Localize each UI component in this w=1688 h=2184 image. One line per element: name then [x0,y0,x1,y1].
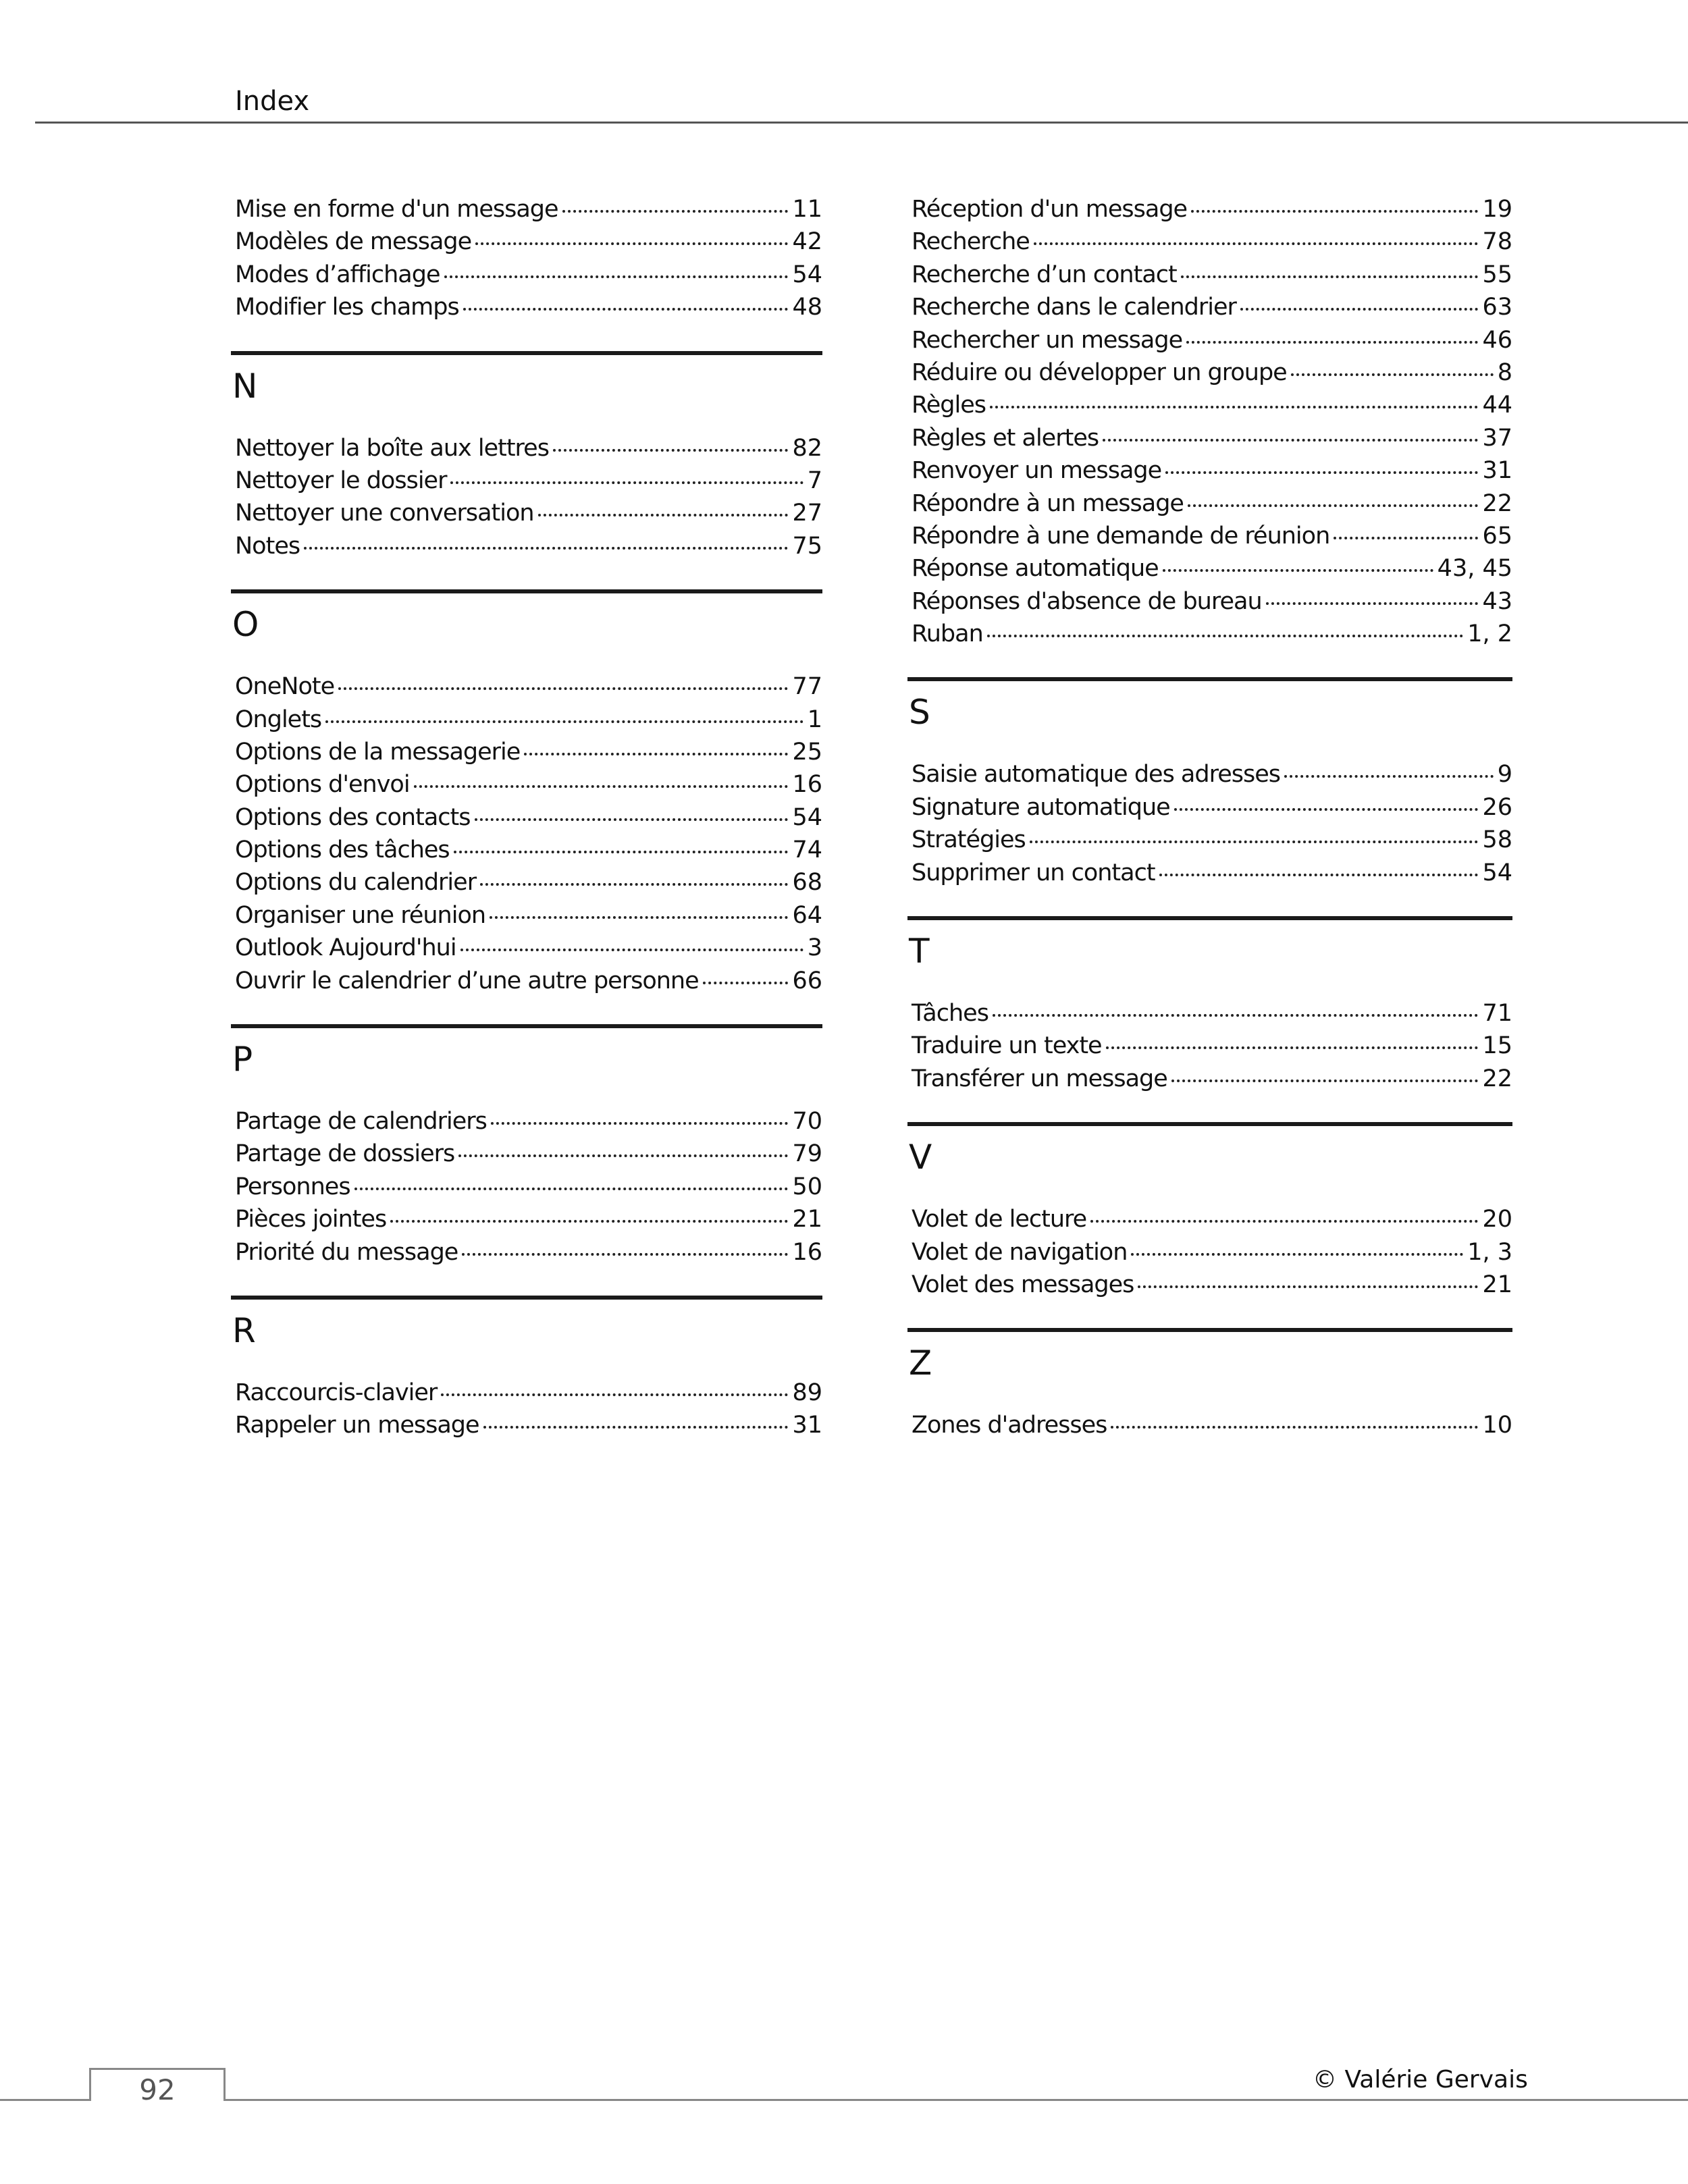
index-entry-page: 70 [792,1108,822,1136]
dot-leader [460,949,803,951]
index-entry-page: 1 [807,705,822,733]
dot-leader [475,818,789,821]
index-entry-page: 11 [792,196,822,223]
index-entry-page: 48 [792,294,822,321]
index-entry [235,703,822,736]
index-entry-page: 37 [1482,424,1512,452]
index-entry [912,356,1512,389]
index-entry [235,1409,822,1441]
header-rule [35,122,1688,124]
index-entry [912,259,1512,291]
index-entry [912,585,1512,618]
index-section [232,351,822,563]
dot-leader [483,1426,789,1429]
index-entry-label: Notes [235,532,300,560]
index-entry [235,768,822,801]
index-entry-page: 44 [1482,392,1512,419]
index-entry-label: Rechercher un message [912,326,1183,354]
index-entry [912,389,1512,421]
dot-leader [444,275,789,278]
index-entry-label: Réduire ou développer un groupe [912,358,1287,386]
index-entry-label: Organiser une réunion [235,901,486,929]
index-entry-label: Options d'envoi [235,771,410,799]
index-entry-label: Modifier les champs [235,294,459,321]
index-entry-label: Recherche [912,228,1030,256]
index-entry [912,1203,1512,1235]
index-section [909,677,1512,889]
index-entry-label: Ouvrir le calendrier d’une autre personne [235,967,699,994]
dot-leader [1266,602,1479,605]
dot-leader [462,1253,788,1256]
index-entry-label: Réception d'un message [912,196,1188,223]
index-entry [912,1269,1512,1301]
index-section [909,1122,1512,1301]
dot-leader [414,785,789,788]
dot-leader [1334,537,1478,539]
index-entry-page: 54 [792,261,822,288]
dot-leader [463,308,789,311]
index-entry-label: Mise en forme d'un message [235,196,558,223]
index-entry-label: Personnes [235,1173,350,1200]
index-entry-page: 64 [792,901,822,929]
running-header-title: Index [235,86,310,117]
index-entry-label: Signature automatique [912,793,1170,821]
index-section [235,193,822,324]
index-entry-page: 21 [792,1206,822,1233]
index-entry-label: Saisie automatique des adresses [912,761,1280,789]
dot-leader [1284,775,1494,778]
index-entry-page: 46 [1482,326,1512,354]
dot-leader [524,753,788,755]
dot-leader [1171,1080,1479,1082]
dot-leader [1174,808,1479,811]
index-entry-label: Supprimer un contact [912,859,1155,886]
index-entry-page: 68 [792,869,822,897]
dot-leader [490,916,788,919]
index-entry-page: 54 [792,803,822,831]
index-entry-label: Volet de lecture [912,1206,1087,1233]
index-entry-page: 21 [1482,1271,1512,1298]
dot-leader [1165,471,1478,474]
index-entry-label: Nettoyer le dossier [235,467,447,494]
index-entry [235,1105,822,1138]
index-entry [912,454,1512,487]
dot-leader [1291,373,1494,376]
dot-leader [553,449,789,452]
index-entry-page: 20 [1482,1206,1512,1233]
index-entry [912,1063,1512,1095]
index-section [912,193,1512,650]
index-section [232,1024,822,1269]
section-letter-heading: T [907,916,1512,997]
dot-leader [1090,1220,1478,1223]
section-letter-heading: Z [907,1328,1512,1409]
index-entry-page: 19 [1482,196,1512,223]
index-entry-label: Onglets [235,705,322,733]
dot-leader [1131,1253,1463,1256]
index-entry-label: Outlook Aujourd'hui [235,934,456,962]
dot-leader [1181,275,1479,278]
index-entry-label: Réponses d'absence de bureau [912,587,1262,615]
index-entry-label: Répondre à une demande de réunion [912,522,1330,550]
index-column-right [909,193,1512,1442]
index-entry [912,1409,1512,1441]
dot-leader [993,1014,1479,1017]
index-section [909,916,1512,1095]
index-entry [912,791,1512,824]
index-entry [235,1203,822,1235]
dot-leader [450,481,803,484]
index-entry-label: Options des tâches [235,836,450,864]
dot-leader [990,406,1478,408]
index-entry-label: Règles et alertes [912,424,1099,452]
index-section [232,589,822,997]
dot-leader [1186,341,1478,344]
index-entry [912,552,1512,585]
index-entry-label: Partage de calendriers [235,1108,487,1136]
index-entry-page: 58 [1482,826,1512,854]
index-entry-page: 75 [792,532,822,560]
dot-leader [454,851,789,853]
index-entry-label: Priorité du message [235,1238,458,1266]
dot-leader [1159,874,1479,876]
index-entry-page: 82 [792,434,822,462]
index-entry-label: Ruban [912,620,983,648]
index-entry-label: Modes d’affichage [235,261,440,288]
dot-leader [538,514,789,516]
section-letter-heading: N [231,351,822,432]
index-entry [235,1171,822,1203]
index-entry-label: Règles [912,392,986,419]
index-entry [912,487,1512,520]
index-entry-page: 1, 3 [1467,1238,1512,1266]
index-entry-page: 7 [807,467,822,494]
index-entry [912,422,1512,454]
index-entry-label: Réponse automatique [912,555,1159,583]
index-entry-label: Recherche d’un contact [912,261,1177,288]
dot-leader [1034,242,1479,245]
dot-leader [491,1122,789,1125]
index-entry-label: Pièces jointes [235,1206,387,1233]
index-entry-page: 27 [792,500,822,527]
dot-leader [1191,210,1478,213]
index-entry [235,1377,822,1409]
index-entry-page: 31 [1482,457,1512,485]
index-entry-label: Options des contacts [235,803,471,831]
dot-leader [441,1393,788,1396]
dot-leader [475,242,788,245]
index-entry [235,670,822,703]
index-entry-label: Nettoyer une conversation [235,500,534,527]
index-entry-label: Transférer un message [912,1065,1167,1092]
index-entry [235,899,822,932]
index-entry-page: 26 [1482,793,1512,821]
section-letter-heading: O [231,589,822,670]
index-entry [235,497,822,529]
index-entry-page: 50 [792,1173,822,1200]
index-entry-page: 42 [792,228,822,256]
index-entry [912,824,1512,856]
index-entry [235,1138,822,1170]
index-entry-page: 66 [792,967,822,994]
page-number: 92 [89,2068,226,2101]
index-entry-page: 71 [1482,1000,1512,1028]
index-entry [912,1030,1512,1062]
dot-leader [1030,841,1479,843]
index-entry-page: 16 [792,771,822,799]
index-entry-label: Nettoyer la boîte aux lettres [235,434,549,462]
dot-leader [390,1220,788,1223]
index-entry-page: 9 [1497,761,1512,789]
dot-leader [338,687,788,690]
index-entry [235,530,822,562]
index-entry-page: 74 [792,836,822,864]
index-entry-label: Partage de dossiers [235,1140,455,1168]
index-entry [912,193,1512,225]
dot-leader [1163,569,1433,572]
index-entry [912,857,1512,889]
index-entry-label: Raccourcis-clavier [235,1379,438,1406]
index-entry-page: 25 [792,738,822,766]
index-entry-page: 43, 45 [1437,555,1512,583]
dot-leader [703,982,789,984]
index-entry-page: 78 [1482,228,1512,256]
index-entry [235,834,822,866]
index-entry [235,432,822,464]
dot-leader [987,635,1463,637]
copyright-notice: © Valérie Gervais [1313,2066,1528,2094]
index-entry [912,1236,1512,1269]
index-entry-label: Options du calendrier [235,869,477,897]
index-section [232,1296,822,1442]
index-entry-label: Traduire un texte [912,1032,1102,1060]
dot-leader [325,720,803,723]
section-letter-heading: P [231,1024,822,1105]
index-entry-page: 22 [1482,489,1512,517]
dot-leader [1188,504,1479,507]
dot-leader [304,547,788,550]
index-entry [235,1236,822,1269]
index-entry [235,225,822,258]
index-entry [235,464,822,497]
index-entry-page: 1, 2 [1467,620,1512,648]
index-entry [235,291,822,323]
index-entry-label: Répondre à un message [912,489,1184,517]
index-entry-page: 10 [1482,1412,1512,1439]
index-entry-label: Renvoyer un message [912,457,1162,485]
index-entry [235,259,822,291]
index-entry-label: Volet des messages [912,1271,1134,1298]
index-entry-label: Modèles de message [235,228,472,256]
index-column-left [232,193,822,1442]
index-entry [912,225,1512,258]
footer-rule [0,2099,1688,2101]
index-entry [912,520,1512,552]
dot-leader [1240,308,1479,311]
index-entry [235,193,822,225]
index-entry-label: Volet de navigation [912,1238,1128,1266]
index-entry [235,965,822,997]
dot-leader [562,210,789,213]
dot-leader [354,1188,789,1190]
index-entry-label: Tâches [912,1000,988,1028]
index-entry-page: 15 [1482,1032,1512,1060]
index-entry [235,736,822,768]
dot-leader [1106,1046,1479,1049]
index-entry [912,324,1512,356]
index-entry-page: 8 [1497,358,1512,386]
index-entry-page: 63 [1482,294,1512,321]
index-entry-page: 3 [807,934,822,962]
index-entry [235,801,822,834]
index-entry-label: Recherche dans le calendrier [912,294,1236,321]
section-letter-heading: S [907,677,1512,758]
section-letter-heading: R [231,1296,822,1377]
dot-leader [1111,1426,1478,1429]
section-letter-heading: V [907,1122,1512,1203]
index-entry [912,618,1512,650]
index-entry [912,997,1512,1030]
index-entry [912,291,1512,323]
index-entry-page: 55 [1482,261,1512,288]
dot-leader [1138,1285,1478,1288]
index-entry-page: 79 [792,1140,822,1168]
dot-leader [480,883,788,886]
index-entry [235,866,822,899]
index-entry-label: Rappeler un message [235,1412,479,1439]
index-section [909,1328,1512,1441]
index-entry-page: 43 [1482,587,1512,615]
index-entry-label: Zones d'adresses [912,1412,1107,1439]
index-entry-page: 16 [792,1238,822,1266]
index-entry-label: OneNote [235,673,335,701]
index-entry-page: 31 [792,1412,822,1439]
index-entry [235,932,822,964]
index-entry-page: 22 [1482,1065,1512,1092]
index-entry-page: 77 [792,673,822,701]
index-entry-label: Options de la messagerie [235,738,521,766]
index-entry-page: 54 [1482,859,1512,886]
index-entry [912,758,1512,791]
dot-leader [1103,439,1478,442]
index-entry-label: Stratégies [912,826,1026,854]
dot-leader [458,1154,788,1157]
index-entry-page: 89 [792,1379,822,1406]
index-entry-page: 65 [1482,522,1512,550]
